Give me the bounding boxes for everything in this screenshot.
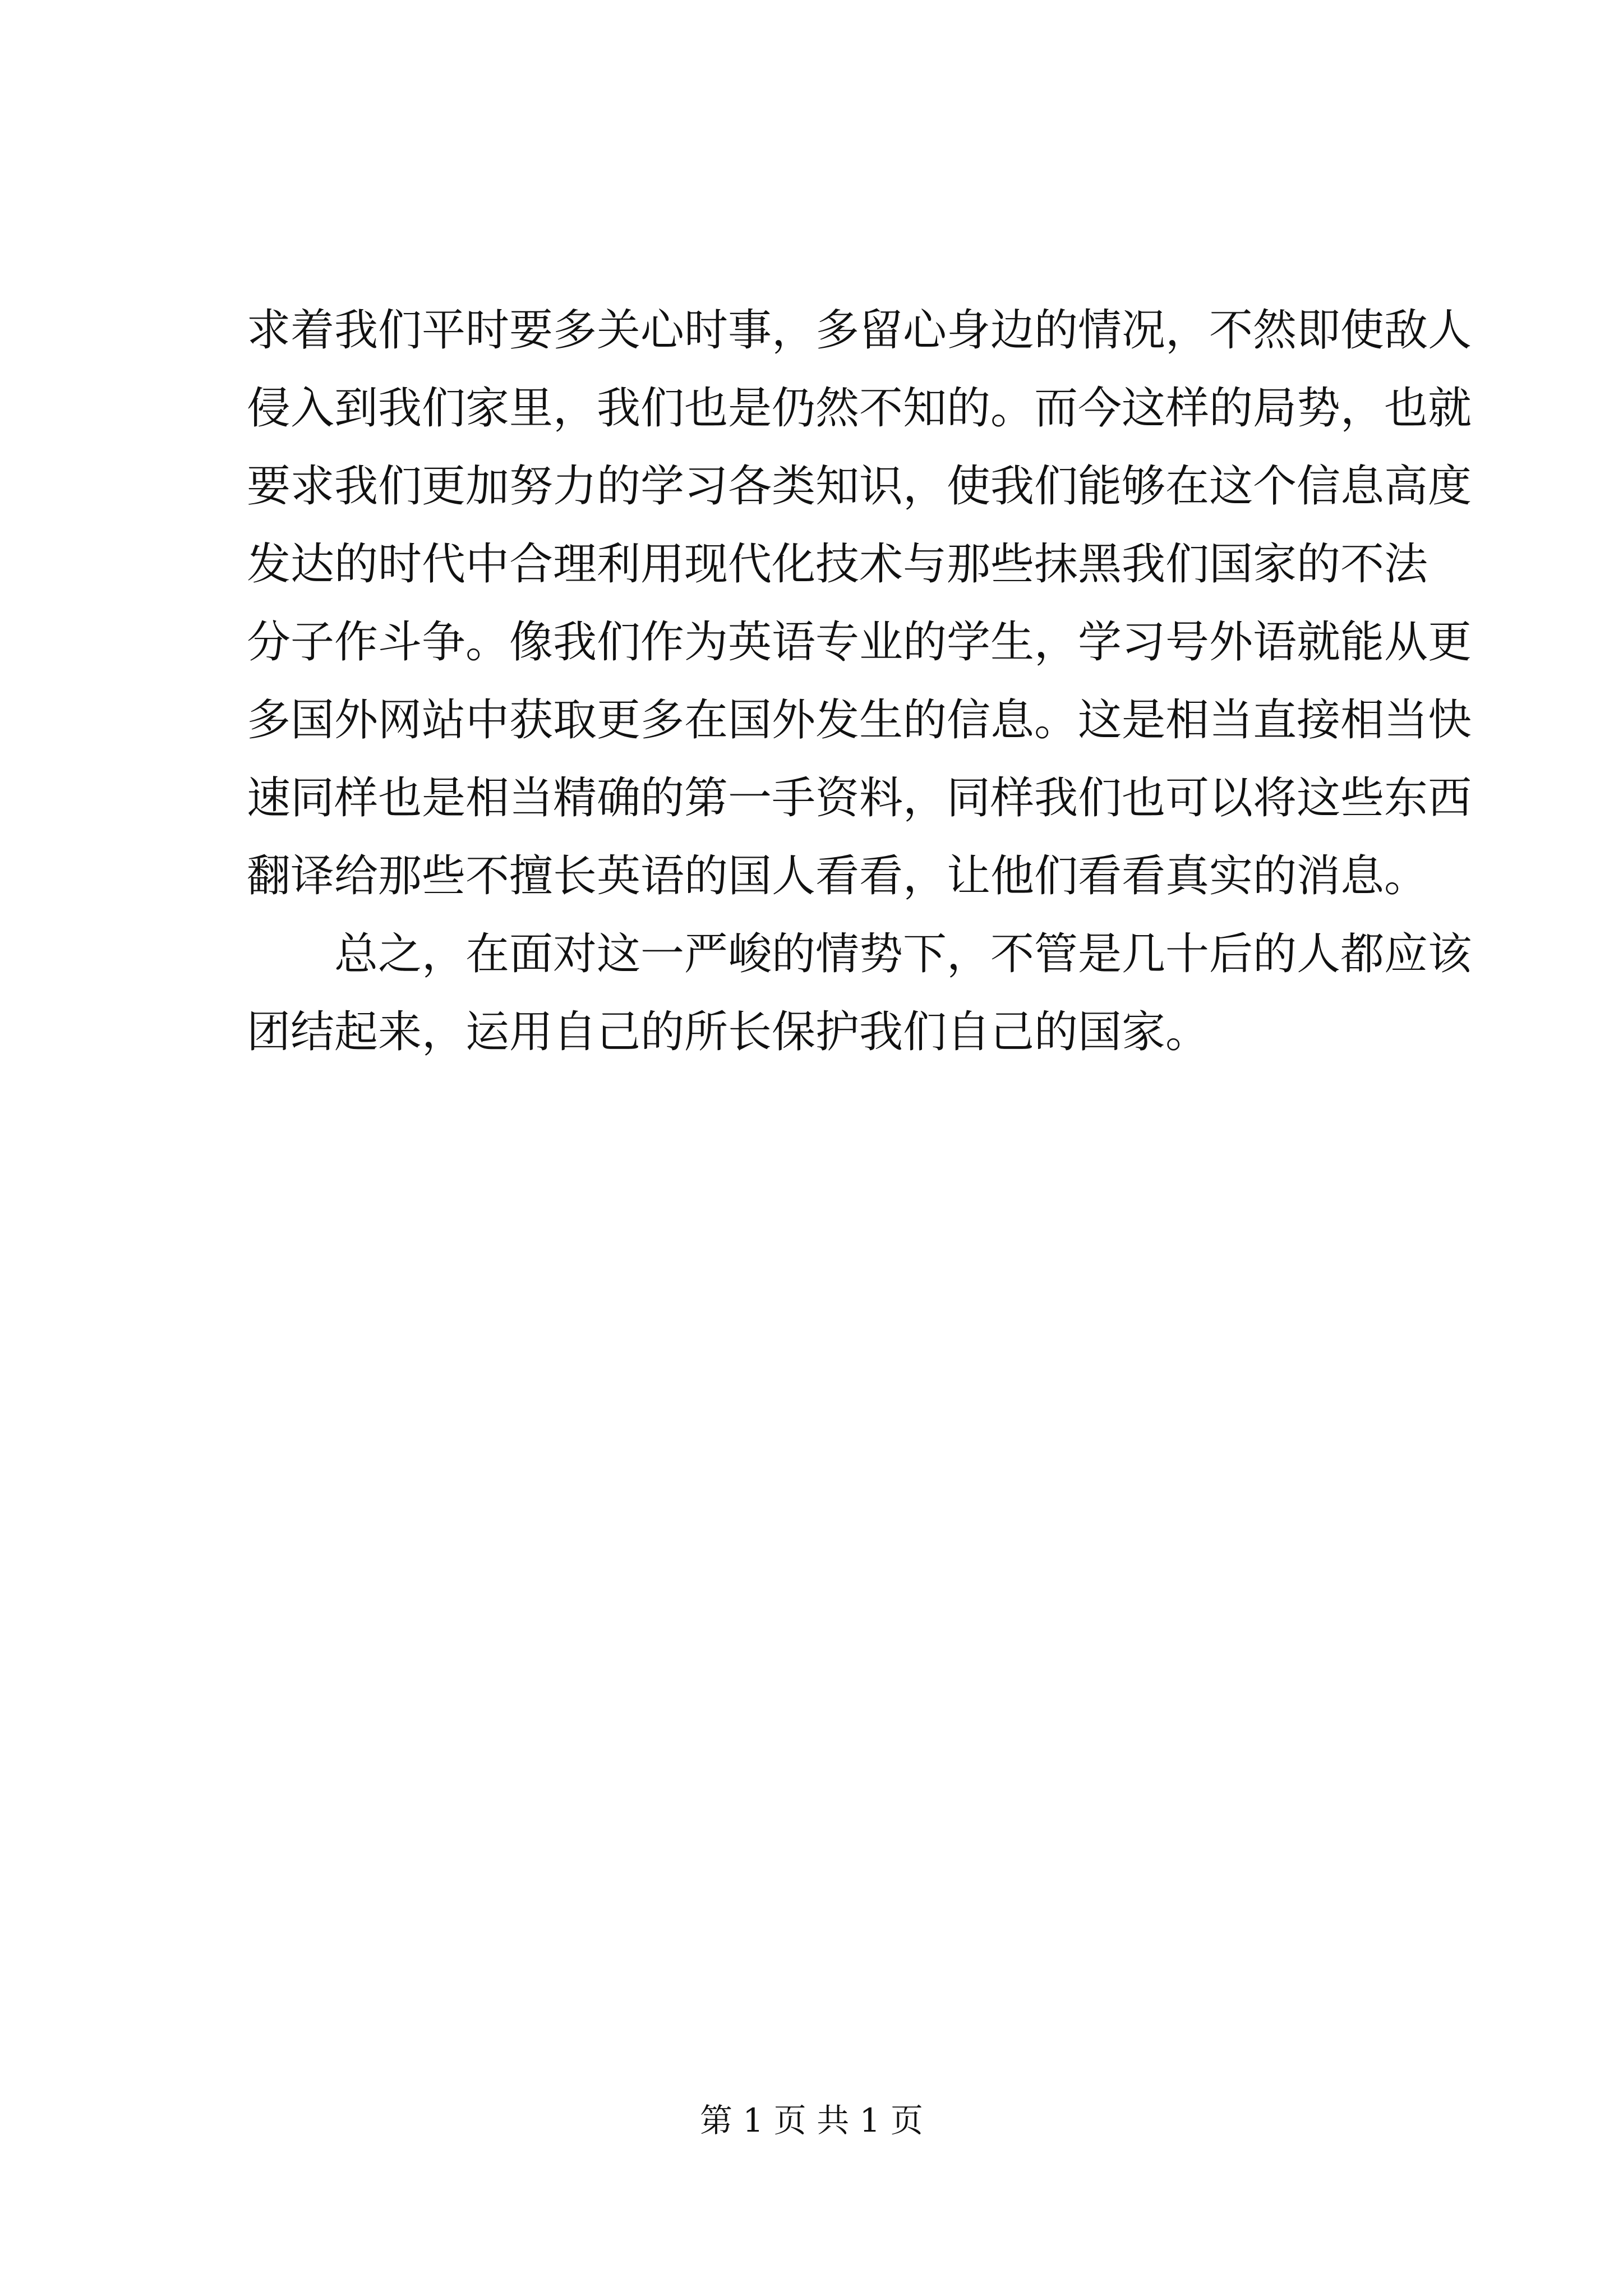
text-line: 翻译给那些不擅长英语的国人看看，让他们看看真实的消息。 — [247, 851, 1428, 901]
paragraph-2 — [247, 915, 1472, 1071]
text-line: 分子作斗争。像我们作为英语专业的学生，学习号外语就能从更 — [247, 617, 1472, 668]
text-line: 速同样也是相当精确的第一手资料，同样我们也可以将这些东西 — [247, 773, 1472, 823]
text-line: 总之，在面对这一严峻的情势下，不管是几十后的人都应该 — [334, 929, 1472, 979]
text-line: 侵入到我们家里，我们也是仍然不知的。而今这样的局势，也就 — [247, 383, 1472, 434]
text-line: 团结起来，运用自己的所长保护我们自己的国家。 — [247, 1007, 1210, 1057]
paragraph-1 — [247, 292, 1472, 915]
text-line: 多国外网站中获取更多在国外发生的信息。这是相当直接相当快 — [247, 695, 1472, 746]
text-line: 求着我们平时要多关心时事，多留心身边的情况，不然即使敌人 — [247, 305, 1472, 356]
text-line: 发达的时代中合理利用现代化技术与那些抹黑我们国家的不法 — [247, 539, 1428, 590]
page-footer: 第 1 页 共 1 页 — [700, 2101, 923, 2139]
text-line: 要求我们更加努力的学习各类知识，使我们能够在这个信息高度 — [247, 461, 1472, 512]
body-text — [247, 292, 1472, 1071]
